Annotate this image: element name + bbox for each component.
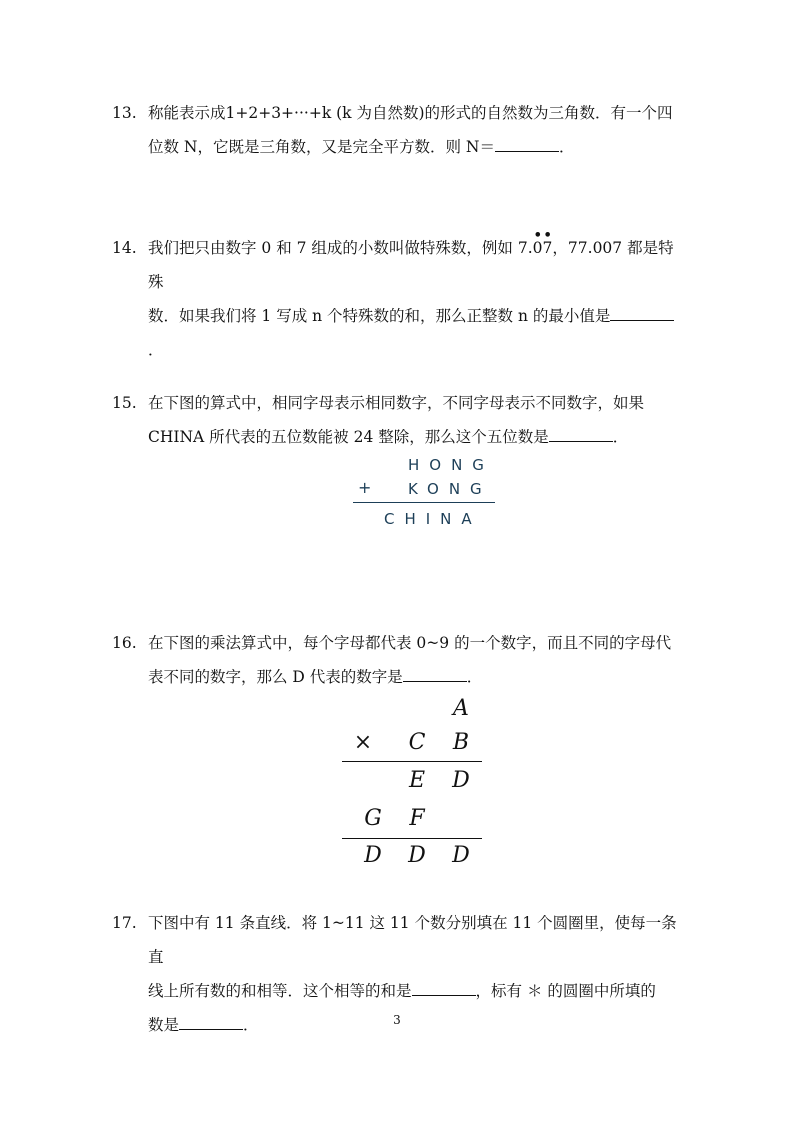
- answer-blank[interactable]: [495, 137, 559, 152]
- product-line: [342, 761, 482, 762]
- sum-line: [353, 502, 495, 503]
- answer-blank[interactable]: [403, 667, 467, 682]
- multiplication-puzzle: [340, 692, 490, 872]
- addend-hong: HONG: [408, 456, 494, 474]
- question-15: [112, 386, 678, 454]
- digit-d: D: [408, 843, 426, 868]
- question-line: CHINA 所代表的五位数能被 24 整除，那么这个五位数是 ．: [148, 428, 629, 446]
- plus-sign: +: [358, 478, 372, 497]
- question-line: 在下图的乘法算式中，每个字母都代表 0~9 的一个数字，而且不同的字母代: [148, 634, 672, 652]
- addend-kong: KONG: [408, 480, 492, 498]
- answer-blank[interactable]: [610, 306, 674, 321]
- digit-b: B: [452, 730, 470, 755]
- digit-g: G: [364, 806, 382, 831]
- repeating-decimal-example: 7. • 0 • 7: [517, 228, 553, 257]
- question-line: 在下图的算式中，相同字母表示相同数字，不同字母表示不同数字，如果: [148, 394, 645, 412]
- question-line: 数．如果我们将 1 写成 n 个特殊数的和，那么正整数 n 的最小值是．: [148, 299, 678, 367]
- answer-blank[interactable]: [549, 427, 613, 442]
- question-16: [112, 626, 678, 694]
- question-line: 表不同的数字，那么 D 代表的数字是 ．: [148, 668, 483, 686]
- addition-puzzle: [350, 450, 510, 530]
- question-number: 17.: [112, 914, 137, 932]
- question-line: 位数 N，它既是三角数，又是完全平方数．则 N＝ ．: [148, 138, 575, 156]
- digit-a: A: [453, 696, 469, 721]
- digit-c: C: [408, 730, 426, 755]
- digit-d: D: [452, 768, 470, 793]
- answer-blank[interactable]: [412, 981, 476, 996]
- digit-d: D: [452, 843, 470, 868]
- question-13: [112, 96, 678, 164]
- question-line: 称能表示成1+2+3+···+k (k 为自然数)的形式的自然数为三角数．有一个四: [148, 104, 673, 122]
- question-line: 数是 ．: [148, 1016, 259, 1034]
- question-line: 下图中有 11 条直线．将 1~11 这 11 个数分别填在 11 个圆圈里，使每一条直: [148, 914, 677, 966]
- question-14: [112, 228, 678, 367]
- sum-china: CHINA: [384, 510, 482, 528]
- question-number: 16.: [112, 634, 137, 652]
- times-sign: ×: [353, 730, 373, 755]
- digit-d: D: [364, 843, 382, 868]
- question-line: 我们把只由数字 0 和 7 组成的小数叫做特殊数，例如 7. • 0 • 7，77.007 都是特殊: [148, 228, 674, 291]
- question-line: 线上所有数的和相等．这个相等的和是 ，标有 ＊ 的圆圈中所填的: [148, 982, 656, 1000]
- question-number: 13.: [112, 104, 137, 122]
- page-number: 3: [393, 1013, 401, 1027]
- digit-e: E: [408, 768, 426, 793]
- question-number: 15.: [112, 394, 137, 412]
- digit-f: F: [409, 806, 425, 831]
- sum-line: [342, 838, 482, 839]
- question-number: 14.: [112, 239, 137, 257]
